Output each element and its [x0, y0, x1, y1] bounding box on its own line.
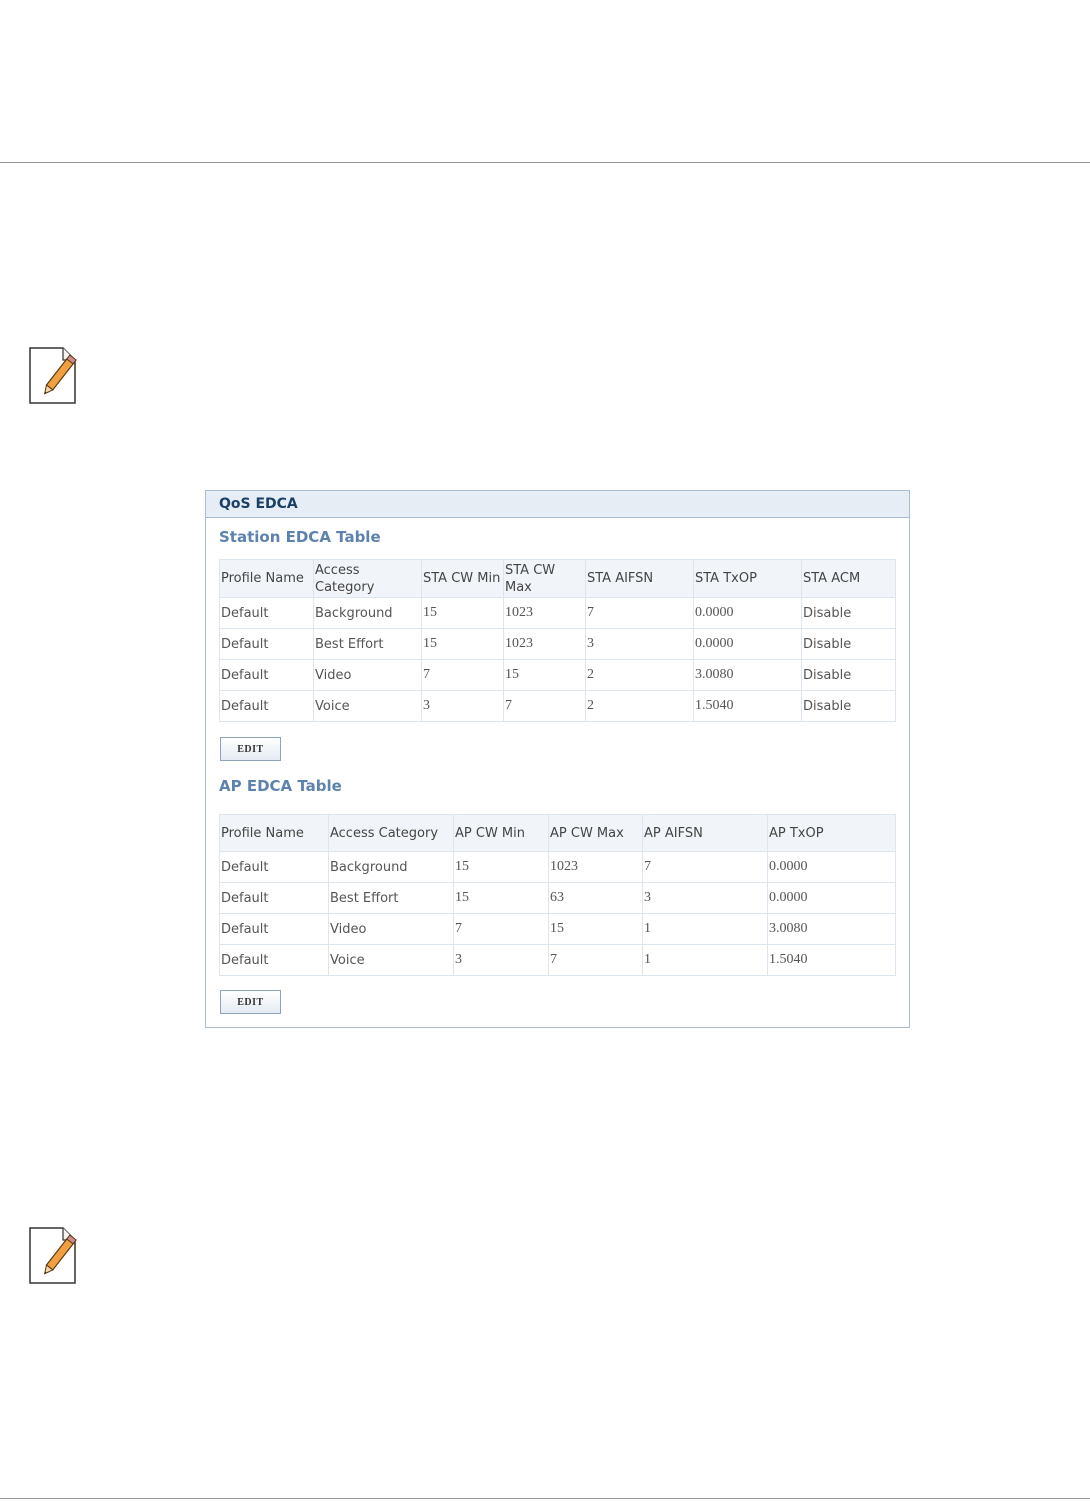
- ap-edca-table-title: AP EDCA Table: [219, 777, 342, 795]
- col-header-access-category: Access Category: [329, 815, 454, 852]
- cell-ap-aifsn: 1: [643, 945, 768, 976]
- cell-ap-aifsn: 3: [643, 883, 768, 914]
- table-row: [220, 852, 896, 883]
- col-header-ap-cw-min: AP CW Min: [454, 815, 549, 852]
- table-row: [220, 945, 896, 976]
- cell-profile-name: Default: [220, 914, 329, 945]
- cell-sta-txop: 0.0000: [694, 629, 802, 660]
- cell-sta-cw-max: 7: [504, 691, 586, 722]
- cell-ap-cw-min: 3: [454, 945, 549, 976]
- cell-profile-name: Default: [220, 629, 314, 660]
- cell-access-category: Background: [329, 852, 454, 883]
- cell-ap-txop: 0.0000: [768, 852, 896, 883]
- table-header-row: [220, 815, 896, 852]
- cell-access-category: Best Effort: [314, 629, 422, 660]
- cell-sta-cw-max: 1023: [504, 629, 586, 660]
- cell-profile-name: Default: [220, 660, 314, 691]
- qos-edca-panel: [205, 490, 910, 1028]
- cell-profile-name: Default: [220, 852, 329, 883]
- station-edit-button[interactable]: EDIT: [220, 737, 281, 761]
- ap-edca-table: [219, 814, 896, 976]
- cell-sta-aifsn: 2: [586, 691, 694, 722]
- table-row: [220, 914, 896, 945]
- cell-access-category: Voice: [314, 691, 422, 722]
- cell-profile-name: Default: [220, 598, 314, 629]
- cell-profile-name: Default: [220, 691, 314, 722]
- cell-sta-txop: 0.0000: [694, 598, 802, 629]
- cell-ap-cw-min: 15: [454, 852, 549, 883]
- cell-profile-name: Default: [220, 883, 329, 914]
- cell-sta-cw-max: 15: [504, 660, 586, 691]
- col-header-ap-aifsn: AP AIFSN: [643, 815, 768, 852]
- cell-sta-txop: 3.0080: [694, 660, 802, 691]
- col-header-sta-cw-max: STA CW Max: [504, 560, 586, 598]
- header-divider: [0, 162, 1090, 163]
- col-header-sta-aifsn: STA AIFSN: [586, 560, 694, 598]
- col-header-profile-name: Profile Name: [220, 815, 329, 852]
- cell-sta-cw-max: 1023: [504, 598, 586, 629]
- note-pencil-icon: [27, 1226, 83, 1286]
- col-header-profile-name: Profile Name: [220, 560, 314, 598]
- col-header-sta-cw-min: STA CW Min: [422, 560, 504, 598]
- cell-ap-aifsn: 7: [643, 852, 768, 883]
- table-header-row: [220, 560, 896, 598]
- station-edca-table: [219, 559, 896, 722]
- table-row: [220, 883, 896, 914]
- col-header-ap-cw-max: AP CW Max: [549, 815, 643, 852]
- cell-ap-cw-min: 15: [454, 883, 549, 914]
- cell-access-category: Voice: [329, 945, 454, 976]
- cell-sta-cw-min: 15: [422, 629, 504, 660]
- table-row: [220, 629, 896, 660]
- cell-sta-acm: Disable: [802, 629, 896, 660]
- cell-ap-cw-max: 7: [549, 945, 643, 976]
- cell-ap-aifsn: 1: [643, 914, 768, 945]
- cell-ap-cw-max: 63: [549, 883, 643, 914]
- cell-ap-txop: 3.0080: [768, 914, 896, 945]
- cell-access-category: Background: [314, 598, 422, 629]
- col-header-access-category: Access Category: [314, 560, 422, 598]
- cell-ap-cw-max: 15: [549, 914, 643, 945]
- station-edca-table-title: Station EDCA Table: [219, 528, 381, 546]
- cell-sta-aifsn: 3: [586, 629, 694, 660]
- cell-sta-cw-min: 7: [422, 660, 504, 691]
- cell-access-category: Video: [314, 660, 422, 691]
- cell-sta-aifsn: 2: [586, 660, 694, 691]
- note-pencil-icon: [27, 346, 83, 406]
- cell-sta-cw-min: 3: [422, 691, 504, 722]
- cell-access-category: Video: [329, 914, 454, 945]
- cell-ap-txop: 0.0000: [768, 883, 896, 914]
- cell-sta-acm: Disable: [802, 598, 896, 629]
- cell-ap-cw-max: 1023: [549, 852, 643, 883]
- table-row: [220, 598, 896, 629]
- cell-sta-txop: 1.5040: [694, 691, 802, 722]
- footer-divider: [0, 1498, 1090, 1499]
- cell-sta-cw-min: 15: [422, 598, 504, 629]
- cell-ap-cw-min: 7: [454, 914, 549, 945]
- cell-profile-name: Default: [220, 945, 329, 976]
- ap-edit-button[interactable]: EDIT: [220, 990, 281, 1014]
- cell-sta-aifsn: 7: [586, 598, 694, 629]
- col-header-sta-txop: STA TxOP: [694, 560, 802, 598]
- table-row: [220, 660, 896, 691]
- col-header-ap-txop: AP TxOP: [768, 815, 896, 852]
- cell-sta-acm: Disable: [802, 660, 896, 691]
- cell-access-category: Best Effort: [329, 883, 454, 914]
- col-header-sta-acm: STA ACM: [802, 560, 896, 598]
- panel-title: QoS EDCA: [206, 491, 909, 518]
- cell-sta-acm: Disable: [802, 691, 896, 722]
- cell-ap-txop: 1.5040: [768, 945, 896, 976]
- table-row: [220, 691, 896, 722]
